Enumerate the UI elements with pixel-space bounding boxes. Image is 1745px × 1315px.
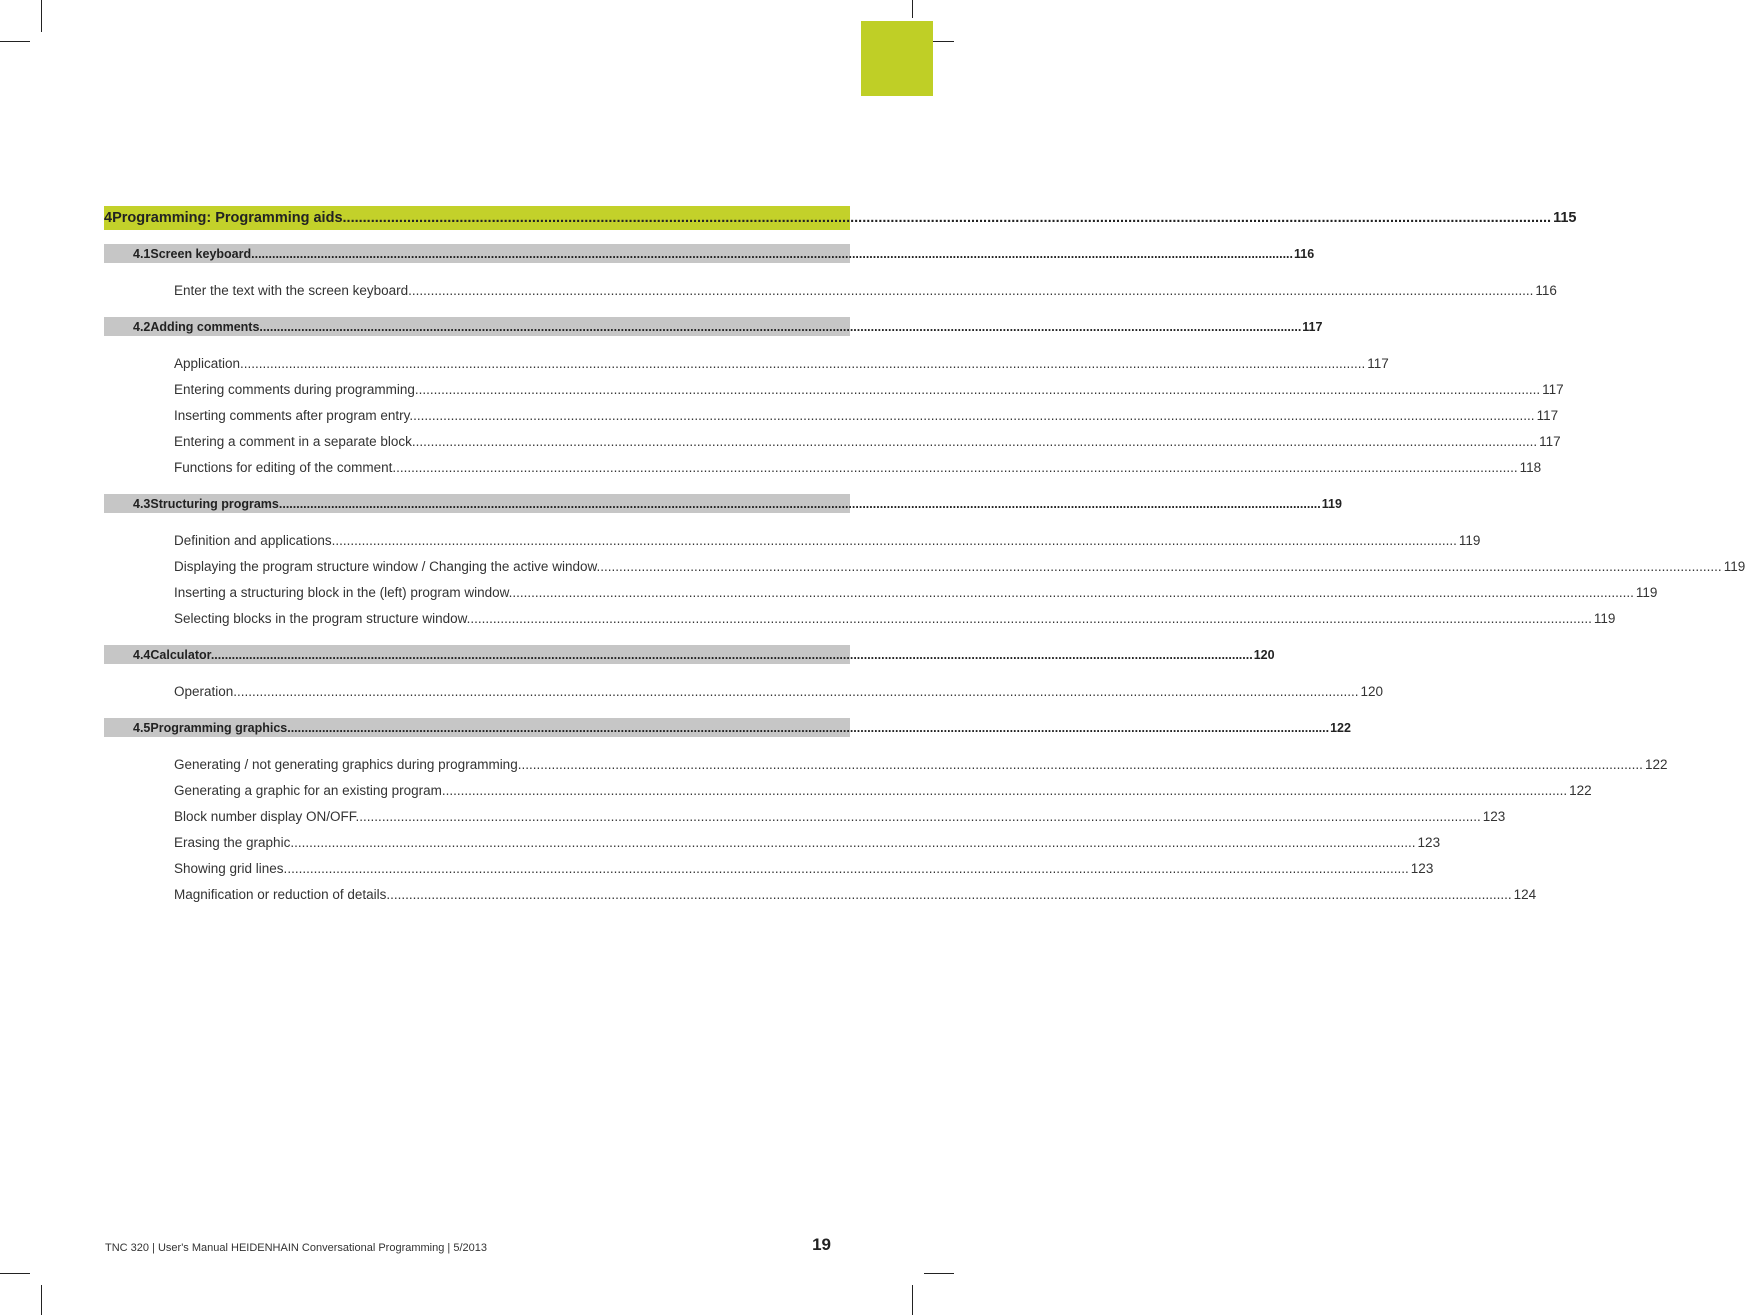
toc-entry[interactable]	[174, 681, 1384, 701]
toc-section-heading[interactable]	[104, 317, 1323, 336]
entry-page: 118	[1519, 459, 1542, 475]
toc-entry[interactable]	[174, 582, 1658, 602]
crop-mark	[0, 1273, 30, 1274]
entry-page: 117	[1539, 433, 1561, 449]
entry-title: Magnification or reduction of details............................................................................................................................................................................................................................................................................................................	[174, 886, 1512, 902]
page-number: 19	[812, 1235, 831, 1254]
entry-page: 123	[1417, 834, 1441, 850]
entry-page: 123	[1410, 860, 1434, 876]
toc-entry[interactable]	[174, 353, 1389, 373]
chapter-page: 115	[1553, 210, 1577, 226]
entry-page: 117	[1536, 407, 1559, 423]
entry-page: 119	[1723, 558, 1745, 574]
toc-chapter-heading[interactable]	[104, 206, 1577, 230]
section-page: 120	[1253, 647, 1275, 662]
entry-title: Inserting a structuring block in the (left) program window............................................................................................................................................................................................................................................................................................................	[174, 584, 1634, 600]
section-number: 4.2	[133, 319, 151, 334]
entry-title: Enter the text with the screen keyboard............................................................................................................................................................................................................................................................................................................	[174, 282, 1534, 298]
section-title: Calculator............................................................................................................................................................................................................................................................................................................	[150, 647, 1253, 662]
section-title: Screen keyboard............................................................................................................................................................................................................................................................................................................	[150, 246, 1294, 261]
toc-entry[interactable]	[174, 530, 1481, 550]
entry-page: 117	[1542, 381, 1564, 397]
toc-entry[interactable]	[174, 379, 1564, 399]
toc-entry[interactable]	[174, 608, 1616, 628]
crop-mark	[924, 1273, 954, 1274]
entry-page: 122	[1569, 782, 1592, 798]
entry-title: Selecting blocks in the program structure window............................................................................................................................................................................................................................................................................................................	[174, 610, 1592, 626]
section-title: Programming graphics............................................................................................................................................................................................................................................................................................................	[150, 720, 1330, 735]
footer-text: TNC 320 | User's Manual HEIDENHAIN Conversational Programming | 5/2013	[105, 1242, 487, 1254]
entry-page: 119	[1635, 584, 1658, 600]
toc-entry[interactable]	[174, 457, 1542, 477]
entry-title: Block number display ON/OFF............................................................................................................................................................................................................................................................................................................	[174, 808, 1481, 824]
crop-mark	[912, 1285, 913, 1315]
toc-entry[interactable]	[174, 780, 1592, 800]
section-page: 119	[1321, 496, 1342, 511]
entry-title: Generating / not generating graphics during programming............................................................................................................................................................................................................................................................................................................	[174, 756, 1643, 772]
toc-entry[interactable]	[174, 806, 1506, 826]
section-page: 116	[1294, 246, 1315, 261]
section-title: Adding comments............................................................................................................................................................................................................................................................................................................	[150, 319, 1302, 334]
entry-title: Showing grid lines............................................................................................................................................................................................................................................................................................................	[174, 860, 1409, 876]
section-number: 4.4	[133, 647, 151, 662]
entry-page: 124	[1513, 886, 1537, 902]
chapter-title: Programming: Programming aids............................................................................................................................................................................................................................................................................................................	[112, 210, 1552, 226]
entry-page: 117	[1367, 355, 1389, 371]
section-page: 117	[1302, 319, 1323, 334]
entry-page: 119	[1593, 610, 1616, 626]
entry-title: Entering comments during programming............................................................................................................................................................................................................................................................................................................	[174, 381, 1541, 397]
toc-section-heading[interactable]	[104, 718, 1351, 737]
toc-section-heading[interactable]	[104, 645, 1275, 664]
crop-mark	[41, 1285, 42, 1315]
toc-entry[interactable]	[174, 754, 1668, 774]
toc-section-heading[interactable]	[104, 244, 1315, 263]
entry-title: Displaying the program structure window / Changing the active window............................................................................................................................................................................................................................................................................................................	[174, 558, 1722, 574]
toc-entry[interactable]	[174, 405, 1559, 425]
crop-mark	[41, 0, 42, 32]
entry-title: Functions for editing of the comment............................................................................................................................................................................................................................................................................................................	[174, 459, 1518, 475]
entry-title: Inserting comments after program entry............................................................................................................................................................................................................................................................................................................	[174, 407, 1535, 423]
entry-page: 123	[1482, 808, 1506, 824]
entry-title: Erasing the graphic............................................................................................................................................................................................................................................................................................................	[174, 834, 1416, 850]
entry-page: 120	[1360, 683, 1384, 699]
section-number: 4.5	[133, 720, 151, 735]
toc-entry[interactable]	[174, 884, 1537, 904]
crop-mark	[0, 41, 30, 42]
crop-mark	[912, 0, 913, 18]
section-title: Structuring programs............................................................................................................................................................................................................................................................................................................	[150, 496, 1321, 511]
toc-entry[interactable]	[174, 832, 1441, 852]
entry-title: Entering a comment in a separate block............................................................................................................................................................................................................................................................................................................	[174, 433, 1538, 449]
chapter-tab-marker	[861, 21, 933, 96]
section-number: 4.3	[133, 496, 151, 511]
entry-page: 119	[1458, 532, 1481, 548]
toc-section-heading[interactable]	[104, 494, 1342, 513]
toc-entry[interactable]	[174, 556, 1745, 576]
entry-title: Generating a graphic for an existing program............................................................................................................................................................................................................................................................................................................	[174, 782, 1568, 798]
toc-entry[interactable]	[174, 858, 1434, 878]
entry-page: 122	[1644, 756, 1668, 772]
entry-page: 116	[1535, 282, 1557, 298]
entry-title: Definition and applications............................................................................................................................................................................................................................................................................................................	[174, 532, 1457, 548]
section-page: 122	[1330, 720, 1351, 735]
entry-title: Operation............................................................................................................................................................................................................................................................................................................	[174, 683, 1359, 699]
chapter-number: 4	[104, 210, 113, 226]
section-number: 4.1	[133, 246, 151, 261]
toc-entry[interactable]	[174, 280, 1557, 300]
toc-entry[interactable]	[174, 431, 1561, 451]
entry-title: Application............................................................................................................................................................................................................................................................................................................	[174, 355, 1366, 371]
